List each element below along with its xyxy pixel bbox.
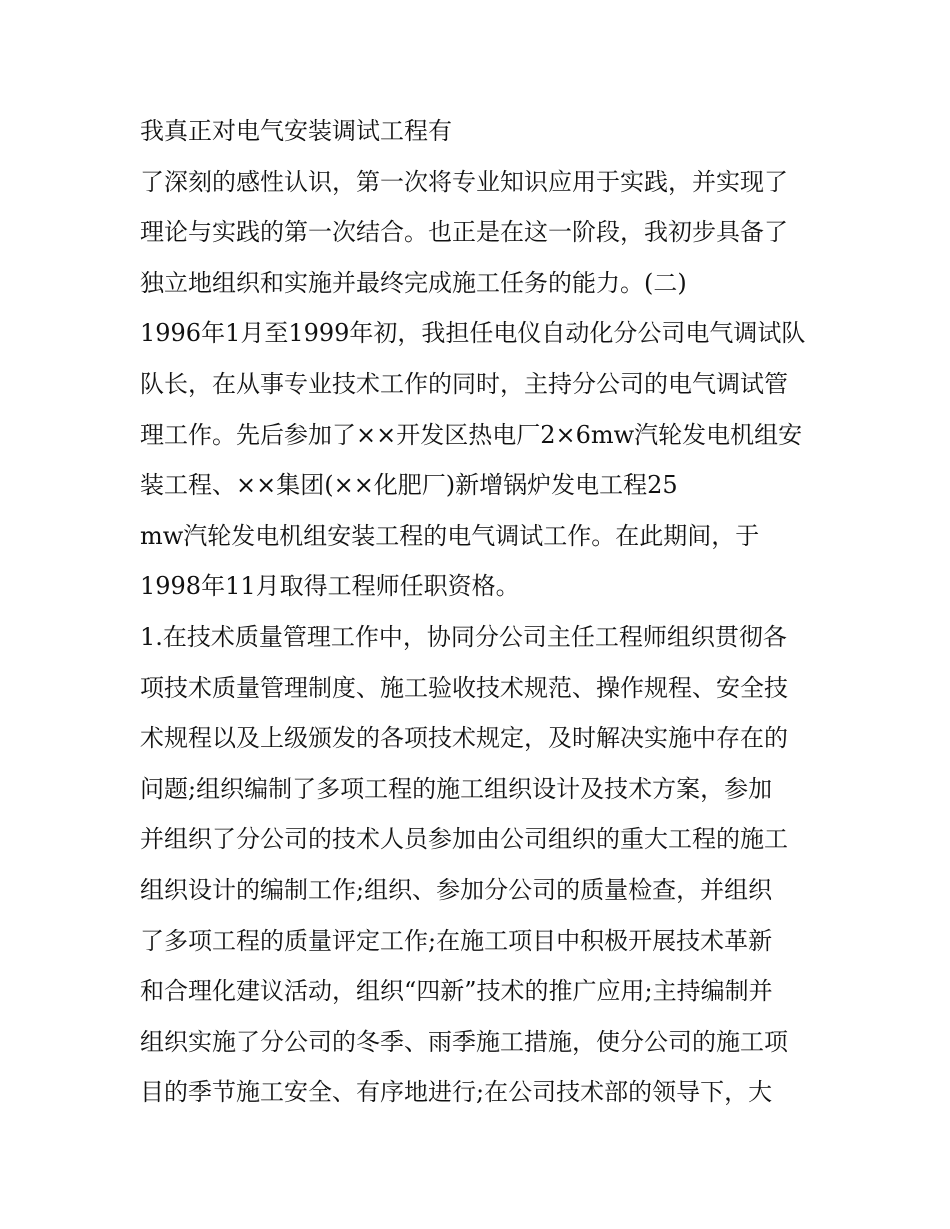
text-line: 项技术质量管理制度、施工验收技术规范、操作规程、安全技	[140, 673, 788, 702]
text-line: 装工程、××集团(××化肥厂)新增锅炉发电工程25	[140, 471, 678, 500]
text-line: 目的季节施工安全、有序地进行;在公司技术部的领导下，大	[140, 1078, 773, 1107]
text-line: 了深刻的感性认识，第一次将专业知识应用于实践，并实现了	[140, 167, 788, 196]
text-line: 组织实施了分公司的冬季、雨季施工措施，使分公司的施工项	[140, 1027, 788, 1056]
text-line: 组织设计的编制工作;组织、参加分公司的质量检查，并组织	[140, 875, 773, 904]
text-line: 理论与实践的第一次结合。也正是在这一阶段，我初步具备了	[140, 218, 788, 247]
text-line: 理工作。先后参加了××开发区热电厂2×6mw汽轮发电机组安	[140, 420, 803, 449]
text-line: mw汽轮发电机组安装工程的电气调试工作。在此期间，于	[140, 521, 760, 550]
body-text	[140, 106, 830, 1118]
text-line: 独立地组织和实施并最终完成施工任务的能力。(二)	[140, 268, 687, 297]
text-line: 1996年1月至1999年初，我担任电仪自动化分公司电气调试队	[140, 319, 806, 348]
text-line: 1998年11月取得工程师任职资格。	[140, 572, 520, 601]
text-line: 了多项工程的质量评定工作;在施工项目中积极开展技术革新	[140, 926, 773, 955]
text-line: 我真正对电气安装调试工程有	[140, 117, 452, 145]
text-line: 1.在技术质量管理工作中，协同分公司主任工程师组织贯彻各	[140, 622, 787, 651]
text-line: 队长，在从事专业技术工作的同时，主持分公司的电气调试管	[140, 369, 788, 398]
text-line: 问题;组织编制了多项工程的施工组织设计及技术方案，参加	[140, 774, 773, 803]
text-line: 并组织了分公司的技术人员参加由公司组织的重大工程的施工	[140, 825, 788, 854]
text-line: 和合理化建议活动，组织“四新”技术的推广应用;主持编制并	[140, 977, 773, 1006]
text-line: 术规程以及上级颁发的各项技术规定，及时解决实施中存在的	[140, 724, 788, 753]
